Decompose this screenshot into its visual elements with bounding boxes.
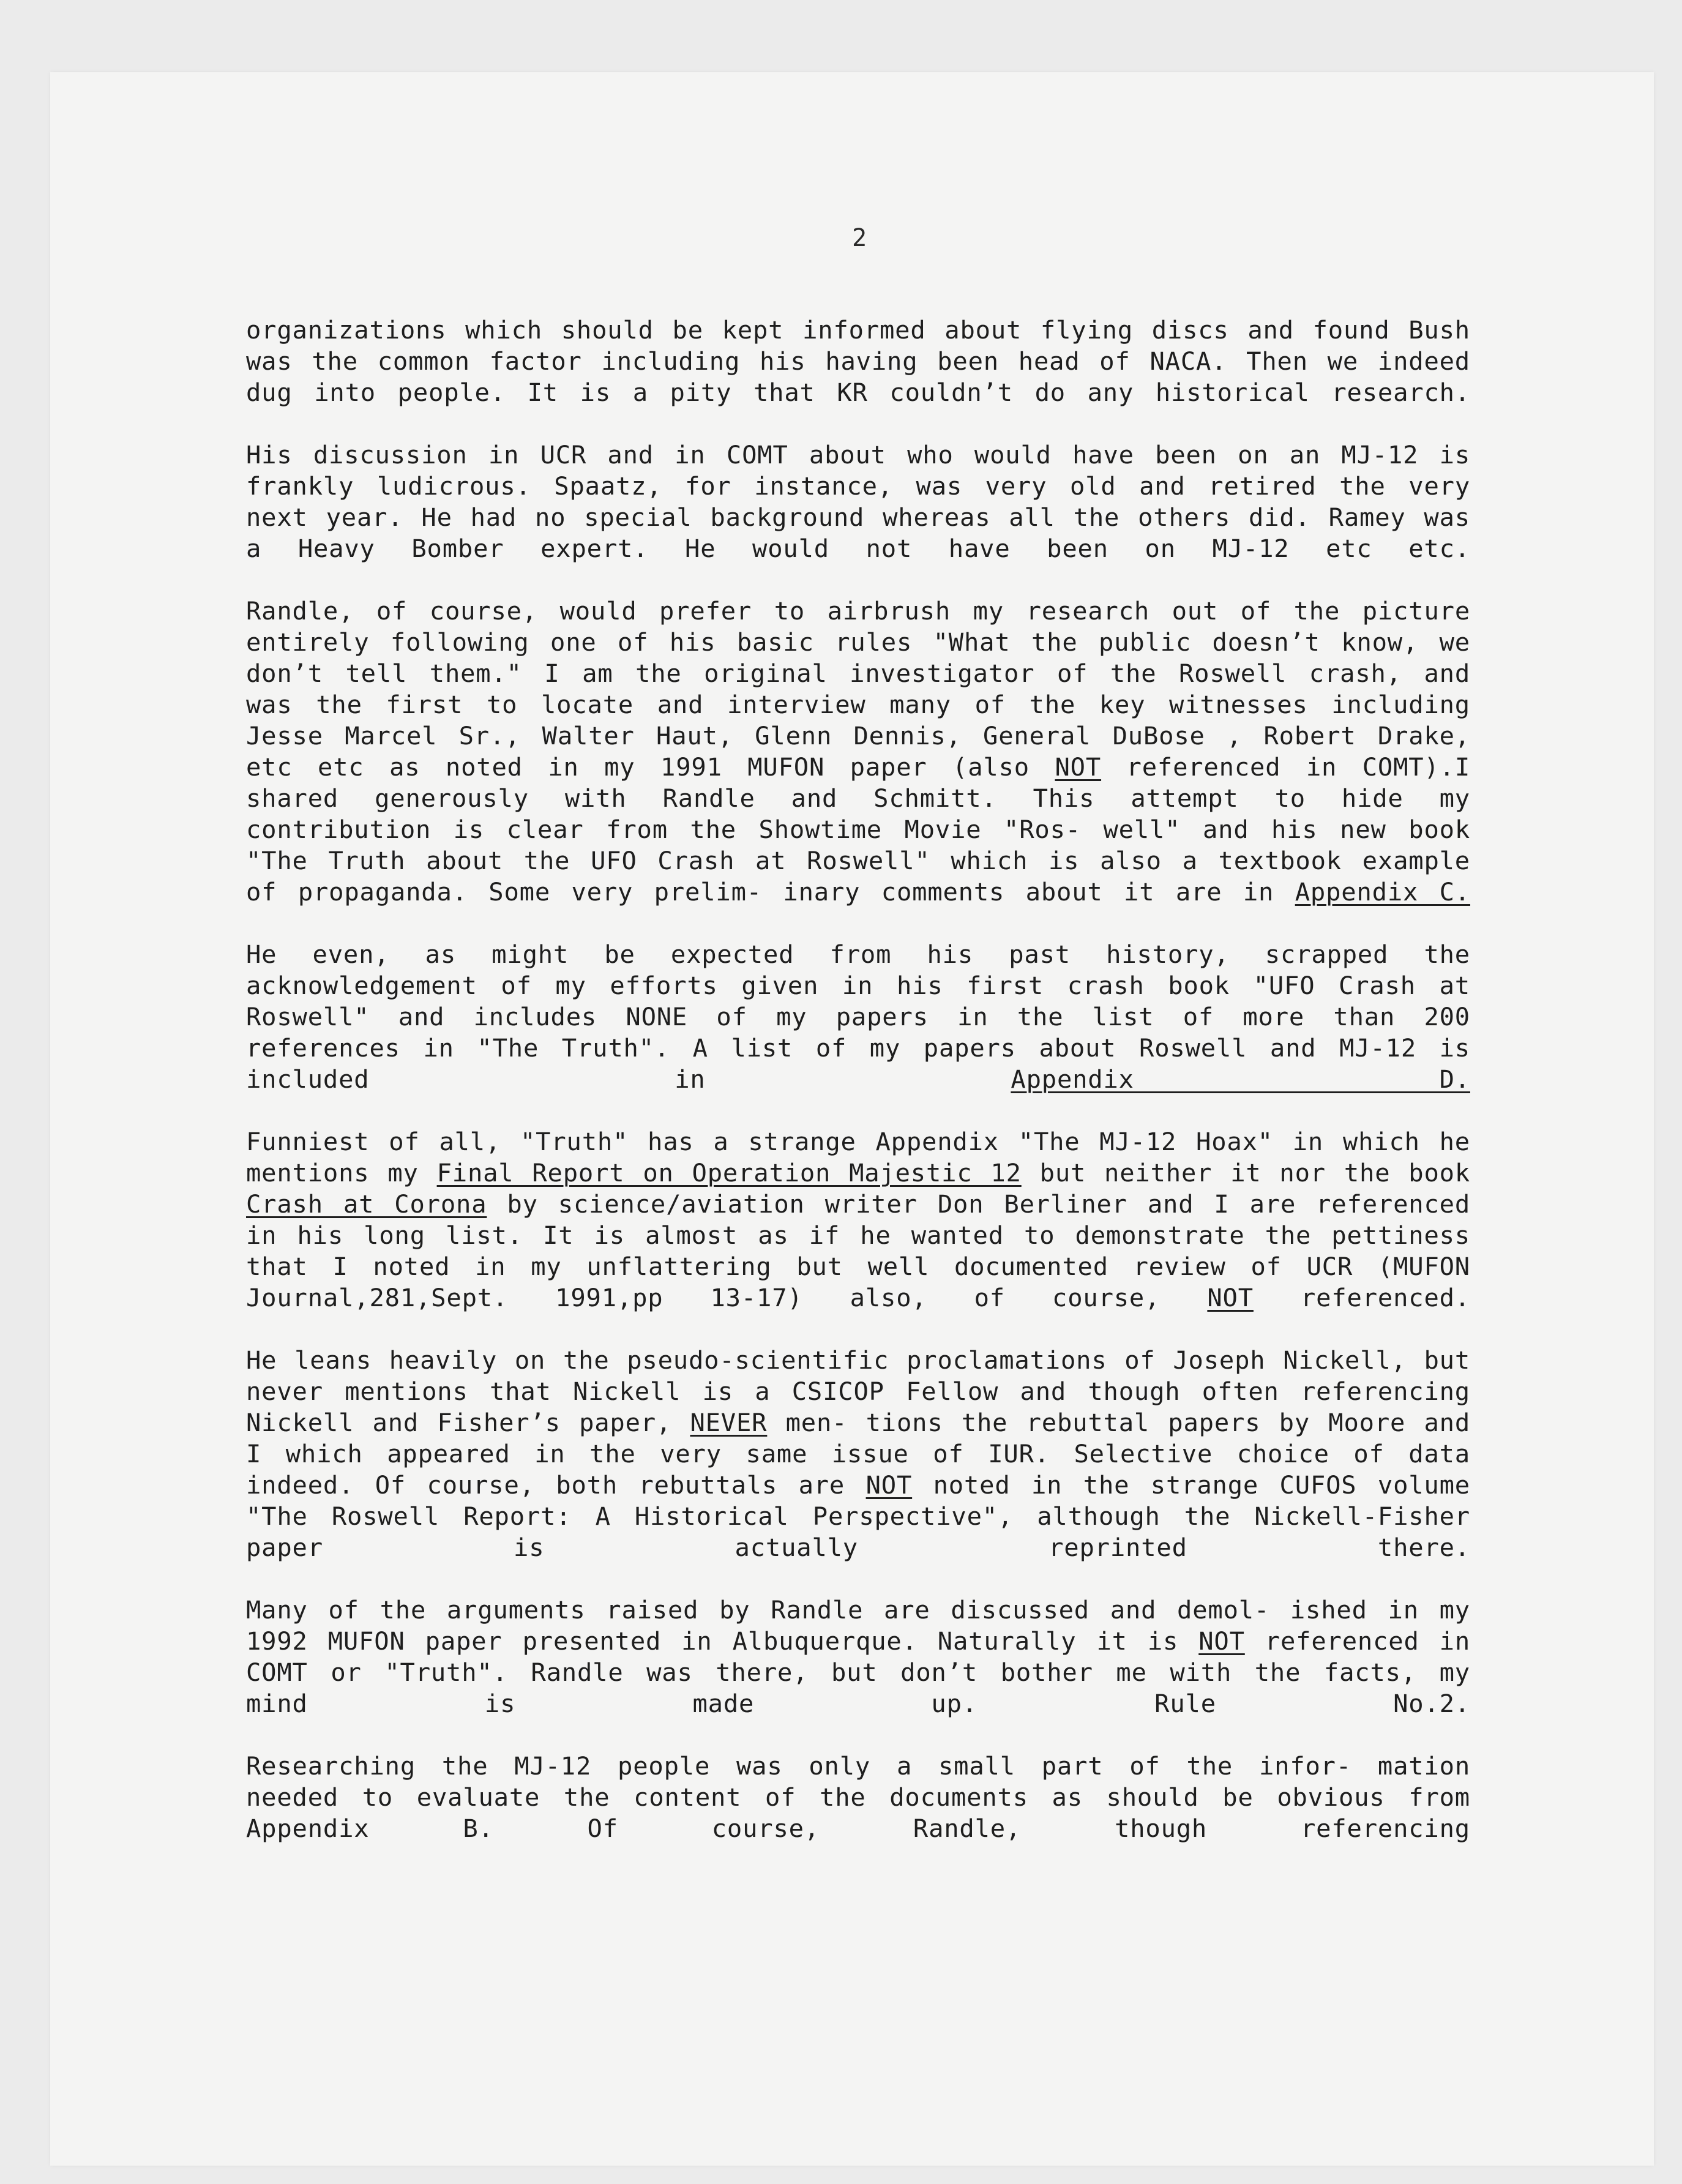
paragraph-3-text-cont: referenced in COMT).I shared generously with Randle and Schmitt. This attempt to hide my contribution is clear from the Showtime Movie "Ros- well" and his new book "The Truth about the UFO Crash at Roswell" which is also a textbook example of propaganda. Some very prelim- inary comments about it are in [246, 752, 1470, 907]
paragraph-2: His discussion in UCR and in COMT about who would have been on an MJ-12 is frankly ludicrous. Spaatz, for instance, was very old and retired the very next year. He had no special background whereas all the others did. Ramey was a Heavy Bomber expert. He would not have been on MJ-12 etc etc. [246, 440, 1470, 563]
paragraph-1: organizations which should be kept informed about flying discs and found Bush was the common factor including his having been head of NACA. Then we indeed dug into people. It is a pity that KR couldn’t do any historical research. [246, 315, 1470, 407]
paragraph-5-text-cont: but neither it nor the book [1039, 1158, 1470, 1187]
underlined-never: NEVER [690, 1408, 768, 1437]
paragraph-4-text: He even, as might be expected from his past history, scrapped the acknowledgement of my efforts given in his first crash book "UFO Crash at Roswell" and includes NONE of my papers in the list of more than 200 references in "The Truth". A list of my papers about Roswell and MJ-12 is included in [246, 940, 1470, 1094]
paragraph-5-text: Funniest of all, "Truth" has a strange Appendix "The MJ-12 Hoax" in which he mentions my [246, 1127, 1470, 1187]
crash-at-corona-title: Crash at Corona [246, 1189, 487, 1219]
paragraph-7-text: Many of the arguments raised by Randle are discussed and demol- ished in my 1992 MUFON paper presented in Albuquerque. Naturally it is [246, 1595, 1470, 1656]
paragraph-3-text: Randle, of course, would prefer to airbrush my research out of the picture entirely following one of his basic rules "What the public doesn’t know, we don’t tell them." I am the original investigator of the Roswell crash, and was the first to locate and interview many of the key witnesses including Jesse Marcel Sr., Walter Haut, Glenn Dennis, General DuBose , Robert Drake, etc etc as noted in my 1991 MUFON paper (also [246, 596, 1470, 782]
underlined-not: NOT [865, 1470, 913, 1500]
page-number: 2 [852, 224, 867, 252]
paragraph-4 [246, 939, 1470, 1095]
paragraph-6-text: He leans heavily on the pseudo-scientific proclamations of Joseph Nickell, but never mentions that Nickell is a CSICOP Fellow and though often referencing Nickell and Fisher’s paper, [246, 1345, 1470, 1437]
appendix-c-reference: Appendix C. [1295, 877, 1471, 907]
paragraph-6-text-end: noted in the strange CUFOS volume "The Roswell Report: A Historical Perspective", although the Nickell-Fisher paper is actually reprinted there. [246, 1470, 1470, 1562]
document-body [246, 315, 1470, 1844]
underlined-not: NOT [1055, 752, 1102, 782]
paragraph-5-text-cont2: by science/aviation writer Don Berliner and I are referenced in his long list. It is almost as if he wanted to demonstrate the pettiness that I noted in my unflattering but well documented review of UCR (MUFON Journal,281,Sept. 1991,pp 13-17) also, of course, [246, 1189, 1471, 1312]
paragraph-6 [246, 1345, 1470, 1563]
paragraph-5 [246, 1126, 1470, 1314]
paragraph-5-text-end: referenced. [1301, 1283, 1471, 1312]
paragraph-3 [246, 596, 1470, 908]
appendix-d-reference: Appendix D. [1011, 1064, 1470, 1094]
paragraph-6-text-cont: men- tions the rebuttal papers by Moore and I which appeared in the very same issue of IUR. Selective choice of data indeed. Of course, both rebuttals are [246, 1408, 1471, 1500]
underlined-not: NOT [1207, 1283, 1254, 1312]
final-report-title: Final Report on Operation Majestic 12 [436, 1158, 1022, 1187]
paragraph-7 [246, 1595, 1470, 1719]
paragraph-8: Researching the MJ-12 people was only a small part of the infor- mation needed to evaluate the content of the documents as should be obvious from Appendix B. Of course, Randle, though referencing [246, 1751, 1470, 1843]
paragraph-7-text-end: referenced in COMT or "Truth". Randle was there, but don’t bother me with the facts, my mind is made up. Rule No.2. [246, 1626, 1470, 1718]
underlined-not: NOT [1198, 1626, 1245, 1656]
